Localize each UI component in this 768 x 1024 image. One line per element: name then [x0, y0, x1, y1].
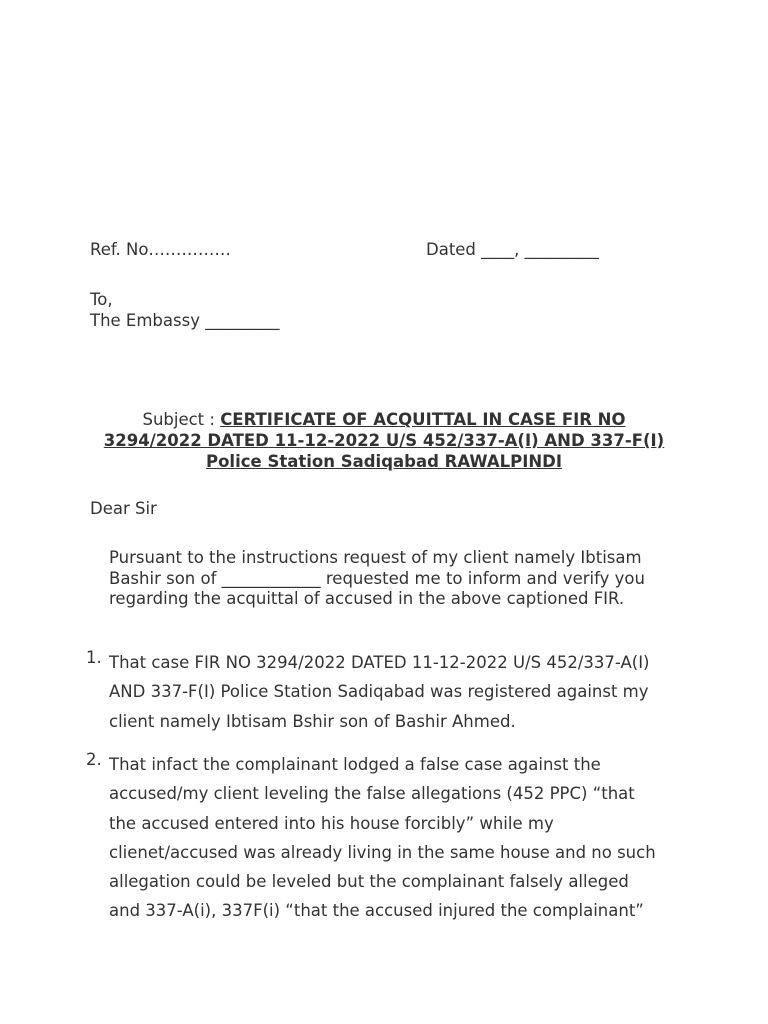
list-item-line: That case FIR NO 3294/2022 DATED 11-12-2022 U/S 452/337-A(I) — [109, 653, 650, 672]
list-item-number: 1. — [86, 648, 102, 667]
list-item-text — [109, 750, 677, 926]
intro-line: regarding the acquittal of accused in the above captioned FIR. — [109, 589, 625, 608]
list-item-line: AND 337-F(I) Police Station Sadiqabad was registered against my — [109, 682, 649, 702]
list-item-line: the accused entered into his house forcibly” while my — [109, 813, 554, 833]
reference-number: Ref. No…………… — [90, 240, 231, 259]
recipient-embassy: The Embassy _________ — [90, 311, 280, 330]
date-field: Dated ____, _________ — [426, 240, 599, 259]
list-item-text — [109, 648, 677, 736]
intro-line: Pursuant to the instructions request of my client namely Ibtisam — [109, 548, 642, 567]
intro-line: Bashir son of ____________ requested me to inform and verify you — [109, 568, 645, 588]
intro-paragraph — [109, 548, 677, 610]
salutation: Dear Sir — [90, 499, 157, 518]
list-item-line: accused/my client leveling the false allegations (452 PPC) “that — [109, 784, 635, 804]
list-item-line: client namely Ibtisam Bshir son of Bashir Ahmed. — [109, 711, 516, 731]
subject-title-line-1: CERTIFICATE OF ACQUITTAL IN CASE FIR NO — [220, 410, 626, 429]
list-item — [86, 648, 677, 736]
list-item — [86, 750, 677, 926]
list-item-line: clienet/accused was already living in the same house and no such — [109, 842, 656, 862]
subject-title-line-3: Police Station Sadiqabad RAWALPINDI — [205, 452, 562, 471]
subject-block — [90, 409, 678, 472]
list-item-line: allegation could be leveled but the complainant falsely alleged — [109, 872, 629, 892]
list-item-line: That infact the complainant lodged a false case against the — [109, 755, 601, 774]
recipient-to: To, — [90, 290, 113, 309]
list-item-line: and 337-A(i), 337F(i) “that the accused injured the complainant” — [109, 901, 644, 921]
subject-title-line-2: 3294/2022 DATED 11-12-2022 U/S 452/337-A(I) AND 337-F(I) — [103, 431, 665, 450]
list-item-number: 2. — [86, 750, 102, 769]
subject-label: Subject : — [142, 410, 221, 429]
